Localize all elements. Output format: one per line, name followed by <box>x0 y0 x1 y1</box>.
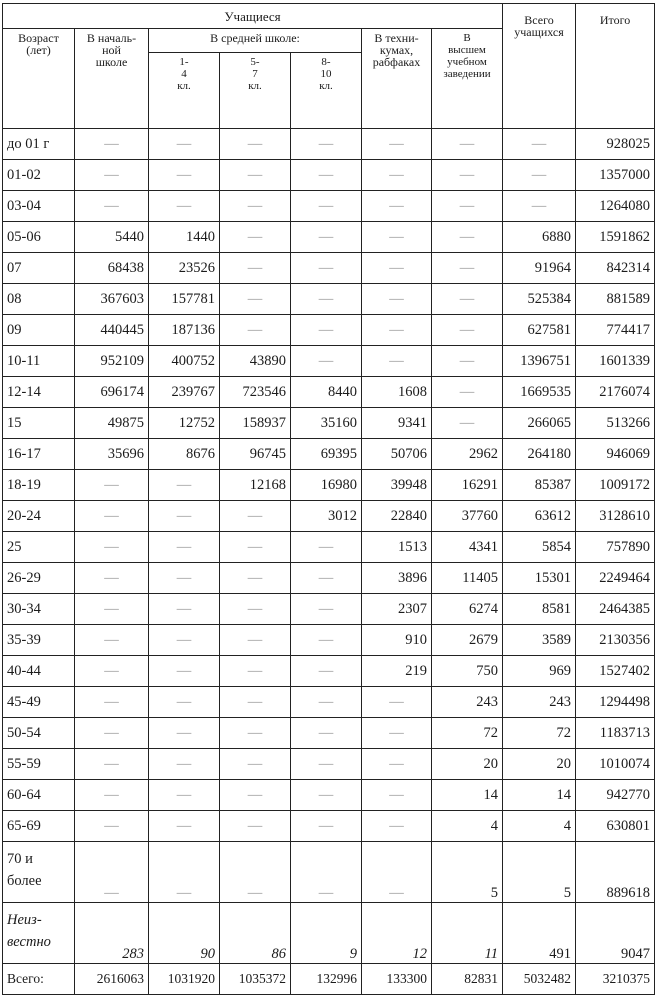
value-cell: 5440 <box>75 222 149 253</box>
value-cell: — <box>362 160 432 191</box>
value-cell: 4341 <box>432 532 503 563</box>
table-row <box>3 594 655 625</box>
value-cell: 1264080 <box>576 191 655 222</box>
table-header <box>3 4 655 129</box>
value-cell: 4 <box>432 811 503 842</box>
value-cell: — <box>291 532 362 563</box>
value-cell: 72 <box>503 718 576 749</box>
age-cell: 08 <box>3 284 75 315</box>
table-row <box>3 501 655 532</box>
value-cell: — <box>291 253 362 284</box>
value-cell: — <box>362 346 432 377</box>
table-row <box>3 532 655 563</box>
value-cell: — <box>432 129 503 160</box>
primary-school-header: В началь- ной школе <box>75 29 149 129</box>
value-cell: — <box>362 253 432 284</box>
value-cell: 842314 <box>576 253 655 284</box>
value-cell: 3210375 <box>576 964 655 995</box>
value-cell: — <box>75 532 149 563</box>
table-row <box>3 160 655 191</box>
value-cell: — <box>291 687 362 718</box>
technical-school-header: В техни- кумах, рабфаках <box>362 29 432 129</box>
value-cell: — <box>220 594 291 625</box>
value-cell: 9341 <box>362 408 432 439</box>
age-cell: 55-59 <box>3 749 75 780</box>
value-cell: — <box>149 532 220 563</box>
table-row <box>3 222 655 253</box>
value-cell: 696174 <box>75 377 149 408</box>
value-cell: — <box>75 749 149 780</box>
value-cell: 35160 <box>291 408 362 439</box>
age-cell: 01-02 <box>3 160 75 191</box>
value-cell: 889618 <box>576 842 655 903</box>
value-cell: — <box>362 222 432 253</box>
value-cell: — <box>291 749 362 780</box>
value-cell: 400752 <box>149 346 220 377</box>
value-cell: 1591862 <box>576 222 655 253</box>
value-cell: — <box>149 842 220 903</box>
value-cell: 15301 <box>503 563 576 594</box>
value-cell: — <box>75 501 149 532</box>
value-cell: — <box>149 470 220 501</box>
table-row <box>3 191 655 222</box>
value-cell: — <box>75 160 149 191</box>
value-cell: 243 <box>432 687 503 718</box>
value-cell: 2962 <box>432 439 503 470</box>
value-cell: 757890 <box>576 532 655 563</box>
value-cell: — <box>291 656 362 687</box>
value-cell: — <box>291 160 362 191</box>
value-cell: — <box>220 811 291 842</box>
age-cell: 45-49 <box>3 687 75 718</box>
value-cell: 9047 <box>576 903 655 964</box>
table-row <box>3 687 655 718</box>
value-cell: — <box>149 625 220 656</box>
age-cell: 60-64 <box>3 780 75 811</box>
value-cell: — <box>220 718 291 749</box>
value-cell: 158937 <box>220 408 291 439</box>
value-cell: — <box>503 160 576 191</box>
value-cell: 90 <box>149 903 220 964</box>
value-cell: — <box>220 749 291 780</box>
value-cell: 3128610 <box>576 501 655 532</box>
value-cell: — <box>149 811 220 842</box>
age-header: Возраст (лет) <box>3 29 75 129</box>
value-cell: — <box>220 129 291 160</box>
value-cell: 68438 <box>75 253 149 284</box>
value-cell: 6880 <box>503 222 576 253</box>
value-cell: — <box>75 656 149 687</box>
age-cell: 12-14 <box>3 377 75 408</box>
value-cell: 491 <box>503 903 576 964</box>
value-cell: 750 <box>432 656 503 687</box>
value-cell: — <box>75 687 149 718</box>
value-cell: 63612 <box>503 501 576 532</box>
value-cell: — <box>149 191 220 222</box>
value-cell: 85387 <box>503 470 576 501</box>
value-cell: 942770 <box>576 780 655 811</box>
value-cell: 525384 <box>503 284 576 315</box>
total-header: Итого <box>576 4 655 129</box>
value-cell: — <box>432 222 503 253</box>
value-cell: — <box>291 129 362 160</box>
value-cell: 12168 <box>220 470 291 501</box>
value-cell: — <box>75 470 149 501</box>
value-cell: — <box>149 129 220 160</box>
value-cell: 5 <box>432 842 503 903</box>
value-cell: 11 <box>432 903 503 964</box>
table-row <box>3 749 655 780</box>
value-cell: — <box>362 191 432 222</box>
value-cell: 96745 <box>220 439 291 470</box>
age-cell: 70 и более <box>3 842 75 903</box>
value-cell: — <box>291 315 362 346</box>
value-cell: 3589 <box>503 625 576 656</box>
value-cell: — <box>75 842 149 903</box>
value-cell: 1035372 <box>220 964 291 995</box>
value-cell: 8676 <box>149 439 220 470</box>
value-cell: 1527402 <box>576 656 655 687</box>
value-cell: — <box>75 129 149 160</box>
value-cell: 219 <box>362 656 432 687</box>
value-cell: — <box>220 842 291 903</box>
value-cell: — <box>220 253 291 284</box>
value-cell: — <box>149 501 220 532</box>
value-cell: 132996 <box>291 964 362 995</box>
value-cell: — <box>75 563 149 594</box>
value-cell: — <box>149 160 220 191</box>
value-cell: — <box>149 749 220 780</box>
value-cell: — <box>503 191 576 222</box>
value-cell: — <box>220 191 291 222</box>
higher-education-header: В высшем учебном заведении <box>432 29 503 129</box>
value-cell: 1608 <box>362 377 432 408</box>
value-cell: — <box>362 284 432 315</box>
value-cell: 12 <box>362 903 432 964</box>
value-cell: 82831 <box>432 964 503 995</box>
value-cell: 513266 <box>576 408 655 439</box>
value-cell: 2464385 <box>576 594 655 625</box>
value-cell: 1031920 <box>149 964 220 995</box>
value-cell: 23526 <box>149 253 220 284</box>
total-row <box>3 964 655 995</box>
value-cell: 5 <box>503 842 576 903</box>
value-cell: 16980 <box>291 470 362 501</box>
value-cell: 4 <box>503 811 576 842</box>
value-cell: — <box>362 780 432 811</box>
grades-8-10-header: 8- 10 кл. <box>291 53 362 129</box>
value-cell: 1010074 <box>576 749 655 780</box>
value-cell: — <box>432 191 503 222</box>
value-cell: 1396751 <box>503 346 576 377</box>
value-cell: — <box>432 160 503 191</box>
value-cell: 239767 <box>149 377 220 408</box>
table-row <box>3 253 655 284</box>
table-row <box>3 129 655 160</box>
value-cell: 881589 <box>576 284 655 315</box>
value-cell: 2249464 <box>576 563 655 594</box>
value-cell: 6274 <box>432 594 503 625</box>
value-cell: 367603 <box>75 284 149 315</box>
value-cell: 1009172 <box>576 470 655 501</box>
students-header: Учащиеся <box>3 4 503 29</box>
table-row <box>3 377 655 408</box>
value-cell: 1601339 <box>576 346 655 377</box>
value-cell: 264180 <box>503 439 576 470</box>
value-cell: — <box>75 625 149 656</box>
age-cell: 26-29 <box>3 563 75 594</box>
value-cell: 8440 <box>291 377 362 408</box>
value-cell: 91964 <box>503 253 576 284</box>
age-cell: 35-39 <box>3 625 75 656</box>
table-row <box>3 718 655 749</box>
value-cell: 20 <box>503 749 576 780</box>
age-cell: 65-69 <box>3 811 75 842</box>
value-cell: 14 <box>432 780 503 811</box>
age-cell: 16-17 <box>3 439 75 470</box>
statistics-page <box>2 3 654 986</box>
age-cell: Неиз- вестно <box>3 903 75 964</box>
value-cell: — <box>291 594 362 625</box>
value-cell: 1294498 <box>576 687 655 718</box>
value-cell: 2176074 <box>576 377 655 408</box>
value-cell: — <box>220 284 291 315</box>
value-cell: 630801 <box>576 811 655 842</box>
table-row <box>3 780 655 811</box>
value-cell: — <box>362 811 432 842</box>
value-cell: 14 <box>503 780 576 811</box>
age-cell: 20-24 <box>3 501 75 532</box>
value-cell: 969 <box>503 656 576 687</box>
value-cell: 86 <box>220 903 291 964</box>
value-cell: 928025 <box>576 129 655 160</box>
value-cell: — <box>220 160 291 191</box>
value-cell: 11405 <box>432 563 503 594</box>
value-cell: 16291 <box>432 470 503 501</box>
value-cell: 39948 <box>362 470 432 501</box>
table-row <box>3 284 655 315</box>
value-cell: — <box>291 284 362 315</box>
value-cell: — <box>291 346 362 377</box>
table-row <box>3 470 655 501</box>
age-cell: 25 <box>3 532 75 563</box>
age-cell: 09 <box>3 315 75 346</box>
value-cell: — <box>362 749 432 780</box>
grades-1-4-header: 1- 4 кл. <box>149 53 220 129</box>
age-cell: 30-34 <box>3 594 75 625</box>
value-cell: — <box>149 563 220 594</box>
value-cell: — <box>291 222 362 253</box>
value-cell: 35696 <box>75 439 149 470</box>
value-cell: 774417 <box>576 315 655 346</box>
value-cell: 2307 <box>362 594 432 625</box>
value-cell: 9 <box>291 903 362 964</box>
value-cell: 12752 <box>149 408 220 439</box>
value-cell: 627581 <box>503 315 576 346</box>
value-cell: 69395 <box>291 439 362 470</box>
value-cell: 1513 <box>362 532 432 563</box>
value-cell: 440445 <box>75 315 149 346</box>
value-cell: — <box>291 811 362 842</box>
table-row <box>3 346 655 377</box>
value-cell: — <box>220 625 291 656</box>
age-cell: до 01 г <box>3 129 75 160</box>
value-cell: 49875 <box>75 408 149 439</box>
value-cell: 1669535 <box>503 377 576 408</box>
table-row <box>3 563 655 594</box>
value-cell: — <box>362 718 432 749</box>
value-cell: — <box>220 315 291 346</box>
age-cell: 18-19 <box>3 470 75 501</box>
table-row <box>3 625 655 656</box>
age-cell: 40-44 <box>3 656 75 687</box>
value-cell: 133300 <box>362 964 432 995</box>
age-cell: 50-54 <box>3 718 75 749</box>
value-cell: 946069 <box>576 439 655 470</box>
table-row <box>3 315 655 346</box>
value-cell: — <box>149 718 220 749</box>
value-cell: 72 <box>432 718 503 749</box>
value-cell: 43890 <box>220 346 291 377</box>
value-cell: — <box>75 594 149 625</box>
value-cell: 723546 <box>220 377 291 408</box>
value-cell: — <box>220 532 291 563</box>
value-cell: — <box>75 780 149 811</box>
value-cell: 910 <box>362 625 432 656</box>
value-cell: 283 <box>75 903 149 964</box>
value-cell: — <box>362 315 432 346</box>
value-cell: — <box>362 842 432 903</box>
age-cell: Всего: <box>3 964 75 995</box>
value-cell: 1440 <box>149 222 220 253</box>
value-cell: — <box>362 129 432 160</box>
value-cell: 243 <box>503 687 576 718</box>
value-cell: — <box>291 563 362 594</box>
value-cell: — <box>220 687 291 718</box>
value-cell: 3896 <box>362 563 432 594</box>
value-cell: 2130356 <box>576 625 655 656</box>
value-cell: 1183713 <box>576 718 655 749</box>
grades-5-7-header: 5- 7 кл. <box>220 53 291 129</box>
value-cell: — <box>149 780 220 811</box>
value-cell: — <box>503 129 576 160</box>
value-cell: 157781 <box>149 284 220 315</box>
value-cell: 187136 <box>149 315 220 346</box>
age-cell: 07 <box>3 253 75 284</box>
value-cell: 266065 <box>503 408 576 439</box>
value-cell: 8581 <box>503 594 576 625</box>
value-cell: — <box>75 191 149 222</box>
table-row <box>3 656 655 687</box>
age-cell: 10-11 <box>3 346 75 377</box>
age-cell: 15 <box>3 408 75 439</box>
value-cell: 5854 <box>503 532 576 563</box>
table-row <box>3 439 655 470</box>
total-students-header: Всего учащихся <box>503 4 576 129</box>
age-cell: 03-04 <box>3 191 75 222</box>
value-cell: 50706 <box>362 439 432 470</box>
value-cell: — <box>432 408 503 439</box>
value-cell: — <box>432 377 503 408</box>
value-cell: 22840 <box>362 501 432 532</box>
value-cell: — <box>75 811 149 842</box>
value-cell: — <box>220 563 291 594</box>
value-cell: — <box>149 656 220 687</box>
value-cell: 3012 <box>291 501 362 532</box>
value-cell: — <box>291 718 362 749</box>
value-cell: — <box>149 687 220 718</box>
value-cell: — <box>291 842 362 903</box>
table-body <box>3 129 655 995</box>
value-cell: 20 <box>432 749 503 780</box>
value-cell: — <box>149 594 220 625</box>
table-row <box>3 903 655 964</box>
value-cell: — <box>220 501 291 532</box>
table-row <box>3 842 655 903</box>
value-cell: — <box>432 315 503 346</box>
value-cell: — <box>75 718 149 749</box>
value-cell: — <box>291 780 362 811</box>
age-cell: 05-06 <box>3 222 75 253</box>
secondary-school-header: В средней школе: <box>149 29 362 53</box>
value-cell: — <box>220 656 291 687</box>
value-cell: 5032482 <box>503 964 576 995</box>
value-cell: — <box>432 284 503 315</box>
value-cell: 1357000 <box>576 160 655 191</box>
table-row <box>3 811 655 842</box>
value-cell: 37760 <box>432 501 503 532</box>
value-cell: 952109 <box>75 346 149 377</box>
value-cell: — <box>362 687 432 718</box>
table-row <box>3 408 655 439</box>
value-cell: — <box>432 253 503 284</box>
value-cell: — <box>220 780 291 811</box>
value-cell: 2616063 <box>75 964 149 995</box>
value-cell: — <box>220 222 291 253</box>
value-cell: — <box>291 625 362 656</box>
value-cell: 2679 <box>432 625 503 656</box>
value-cell: — <box>432 346 503 377</box>
students-by-age-table <box>2 3 655 995</box>
value-cell: — <box>291 191 362 222</box>
